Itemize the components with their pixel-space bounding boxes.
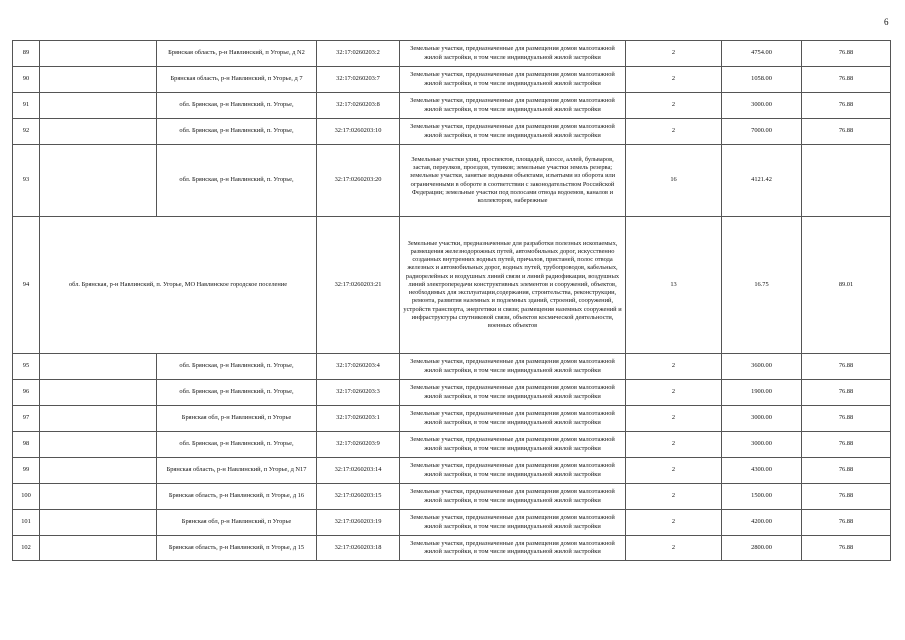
use-code-cell: 2 <box>626 119 722 145</box>
area-cell: 3000.00 <box>722 406 802 432</box>
address-cell: обл. Брянская, р-н Навлинский, п. Угорье, МО Навлинское городское поселение <box>40 217 317 354</box>
row-number-cell: 96 <box>13 380 40 406</box>
land-use-cell: Земельные участки, предназначенные для размещения домов малоэтажной жилой застройки, в том числе индивидуальной жилой застройки <box>400 354 626 380</box>
address-cell: Брянская обл, р-н Навлинский, п Угорье <box>157 406 317 432</box>
use-code-cell: 2 <box>626 406 722 432</box>
cadastral-number-cell: 32:17:0260203:10 <box>317 119 400 145</box>
blank-cell <box>40 67 157 93</box>
rate-cell <box>802 145 891 217</box>
cadastral-number-cell: 32:17:0260203:19 <box>317 510 400 536</box>
address-cell: Брянская обл, р-н Навлинский, п Угорье <box>157 510 317 536</box>
address-cell: обл. Брянская, р-н Навлинский, п. Угорье, <box>157 145 317 217</box>
use-code-cell: 2 <box>626 458 722 484</box>
table-row <box>13 67 891 93</box>
blank-cell <box>40 41 157 67</box>
cadastral-number-cell: 32:17:0260203:2 <box>317 41 400 67</box>
rate-cell: 76.88 <box>802 536 891 561</box>
area-cell: 7000.00 <box>722 119 802 145</box>
page-number: 6 <box>884 17 889 27</box>
row-number-cell: 97 <box>13 406 40 432</box>
area-cell: 1058.00 <box>722 67 802 93</box>
area-cell: 4754.00 <box>722 41 802 67</box>
table-row <box>13 119 891 145</box>
land-use-cell: Земельные участки, предназначенные для размещения домов малоэтажной жилой застройки, в том числе индивидуальной жилой застройки <box>400 536 626 561</box>
land-use-cell: Земельные участки улиц, проспектов, площадей, шоссе, аллей, бульваров, застав, переулков, проездов, тупиков; земельные участки земель резерва; земельные участки, занятые водными объектами, изъятыми из оборота или ограниченными в обороте в соответствии с законодательством Российской Федерации; земельные участки под полосами отвода водоемов, каналов и коллекторов, набережные <box>400 145 626 217</box>
cadastral-number-cell: 32:17:0260203:7 <box>317 67 400 93</box>
cadastral-number-cell: 32:17:0260203:21 <box>317 217 400 354</box>
address-cell: Брянская область, р-н Навлинский, п Угорье, д 7 <box>157 67 317 93</box>
address-cell: обл. Брянская, р-н Навлинский, п. Угорье, <box>157 380 317 406</box>
land-use-cell: Земельные участки, предназначенные для размещения домов малоэтажной жилой застройки, в том числе индивидуальной жилой застройки <box>400 432 626 458</box>
blank-cell <box>40 354 157 380</box>
table-row <box>13 380 891 406</box>
use-code-cell: 2 <box>626 432 722 458</box>
table-row <box>13 484 891 510</box>
rate-cell: 89.01 <box>802 217 891 354</box>
address-cell: обл. Брянская, р-н Навлинский, п. Угорье, <box>157 432 317 458</box>
land-registry-table <box>12 40 891 561</box>
rate-cell: 76.88 <box>802 406 891 432</box>
rate-cell: 76.88 <box>802 119 891 145</box>
row-number-cell: 93 <box>13 145 40 217</box>
cadastral-number-cell: 32:17:0260203:18 <box>317 536 400 561</box>
address-cell: Брянская область, р-н Навлинский, п Угорье, д N17 <box>157 458 317 484</box>
cadastral-number-cell: 32:17:0260203:14 <box>317 458 400 484</box>
blank-cell <box>40 458 157 484</box>
use-code-cell: 16 <box>626 145 722 217</box>
table-row <box>13 354 891 380</box>
area-cell: 1900.00 <box>722 380 802 406</box>
cadastral-number-cell: 32:17:0260203:9 <box>317 432 400 458</box>
table-row <box>13 406 891 432</box>
land-use-cell: Земельные участки, предназначенные для размещения домов малоэтажной жилой застройки, в том числе индивидуальной жилой застройки <box>400 67 626 93</box>
blank-cell <box>40 484 157 510</box>
blank-cell <box>40 536 157 561</box>
cadastral-number-cell: 32:17:0260203:15 <box>317 484 400 510</box>
blank-cell <box>40 510 157 536</box>
cadastral-number-cell: 32:17:0260203:1 <box>317 406 400 432</box>
blank-cell <box>40 432 157 458</box>
table-row <box>13 145 891 217</box>
address-cell: обл. Брянская, р-н Навлинский, п. Угорье, <box>157 119 317 145</box>
land-use-cell: Земельные участки, предназначенные для размещения домов малоэтажной жилой застройки, в том числе индивидуальной жилой застройки <box>400 119 626 145</box>
rate-cell: 76.88 <box>802 432 891 458</box>
area-cell: 1500.00 <box>722 484 802 510</box>
blank-cell <box>40 406 157 432</box>
cadastral-number-cell: 32:17:0260203:4 <box>317 354 400 380</box>
row-number-cell: 92 <box>13 119 40 145</box>
area-cell: 3000.00 <box>722 432 802 458</box>
use-code-cell: 2 <box>626 354 722 380</box>
rate-cell: 76.88 <box>802 354 891 380</box>
table-row <box>13 93 891 119</box>
area-cell: 3600.00 <box>722 354 802 380</box>
land-use-cell: Земельные участки, предназначенные для размещения домов малоэтажной жилой застройки, в том числе индивидуальной жилой застройки <box>400 484 626 510</box>
row-number-cell: 101 <box>13 510 40 536</box>
table-row <box>13 536 891 561</box>
land-use-cell: Земельные участки, предназначенные для размещения домов малоэтажной жилой застройки, в том числе индивидуальной жилой застройки <box>400 41 626 67</box>
row-number-cell: 100 <box>13 484 40 510</box>
address-cell: Брянская область, р-н Навлинский, п Угорье, д N2 <box>157 41 317 67</box>
area-cell: 16.75 <box>722 217 802 354</box>
table-row <box>13 217 891 354</box>
land-use-cell: Земельные участки, предназначенные для размещения домов малоэтажной жилой застройки, в том числе индивидуальной жилой застройки <box>400 458 626 484</box>
blank-cell <box>40 380 157 406</box>
land-use-cell: Земельные участки, предназначенные для разработки полезных ископаемых, размещения железнодорожных путей, автомобильных дорог, искусственно созданных внутренних водных путей, причалов, пристаней, полос отвода железных и автомобильных дорог, водных путей, трубопроводов, кабельных, радиорелейных и воздушных линий связи и линий радиофикации, воздушных линий электропередачи конструктивных элементов и сооружений, объектов, необходимых для эксплуатации,содержания, строительства, реконструкции, ремонта, развития наземных и подземных зданий, строений, сооружений, устройств транспорта, энергетики и связи; размещения наземных сооружений и инфраструктуры спутниковой связи, объектов космической деятельности, военных объектов <box>400 217 626 354</box>
rate-cell: 76.88 <box>802 458 891 484</box>
row-number-cell: 91 <box>13 93 40 119</box>
use-code-cell: 2 <box>626 67 722 93</box>
table-row <box>13 41 891 67</box>
rate-cell: 76.88 <box>802 484 891 510</box>
table-row <box>13 510 891 536</box>
blank-cell <box>40 145 157 217</box>
use-code-cell: 2 <box>626 380 722 406</box>
address-cell: обл. Брянская, р-н Навлинский, п. Угорье, <box>157 354 317 380</box>
land-use-cell: Земельные участки, предназначенные для размещения домов малоэтажной жилой застройки, в том числе индивидуальной жилой застройки <box>400 406 626 432</box>
land-use-cell: Земельные участки, предназначенные для размещения домов малоэтажной жилой застройки, в том числе индивидуальной жилой застройки <box>400 380 626 406</box>
area-cell: 3000.00 <box>722 93 802 119</box>
land-use-cell: Земельные участки, предназначенные для размещения домов малоэтажной жилой застройки, в том числе индивидуальной жилой застройки <box>400 510 626 536</box>
row-number-cell: 90 <box>13 67 40 93</box>
area-cell: 2800.00 <box>722 536 802 561</box>
cadastral-number-cell: 32:17:0260203:3 <box>317 380 400 406</box>
rate-cell: 76.88 <box>802 93 891 119</box>
row-number-cell: 89 <box>13 41 40 67</box>
use-code-cell: 2 <box>626 484 722 510</box>
blank-cell <box>40 93 157 119</box>
row-number-cell: 94 <box>13 217 40 354</box>
use-code-cell: 13 <box>626 217 722 354</box>
address-cell: Брянская область, р-н Навлинский, п Угорье, д 15 <box>157 536 317 561</box>
cadastral-number-cell: 32:17:0260203:20 <box>317 145 400 217</box>
use-code-cell: 2 <box>626 536 722 561</box>
use-code-cell: 2 <box>626 41 722 67</box>
blank-cell <box>40 119 157 145</box>
row-number-cell: 102 <box>13 536 40 561</box>
row-number-cell: 98 <box>13 432 40 458</box>
rate-cell: 76.88 <box>802 380 891 406</box>
rate-cell: 76.88 <box>802 41 891 67</box>
row-number-cell: 99 <box>13 458 40 484</box>
area-cell: 4121.42 <box>722 145 802 217</box>
area-cell: 4200.00 <box>722 510 802 536</box>
area-cell: 4300.00 <box>722 458 802 484</box>
rate-cell: 76.88 <box>802 67 891 93</box>
use-code-cell: 2 <box>626 510 722 536</box>
address-cell: обл. Брянская, р-н Навлинский, п. Угорье, <box>157 93 317 119</box>
land-use-cell: Земельные участки, предназначенные для размещения домов малоэтажной жилой застройки, в том числе индивидуальной жилой застройки <box>400 93 626 119</box>
use-code-cell: 2 <box>626 93 722 119</box>
table-row <box>13 458 891 484</box>
table-row <box>13 432 891 458</box>
cadastral-number-cell: 32:17:0260203:8 <box>317 93 400 119</box>
row-number-cell: 95 <box>13 354 40 380</box>
address-cell: Брянская область, р-н Навлинский, п Угорье, д 16 <box>157 484 317 510</box>
rate-cell: 76.88 <box>802 510 891 536</box>
